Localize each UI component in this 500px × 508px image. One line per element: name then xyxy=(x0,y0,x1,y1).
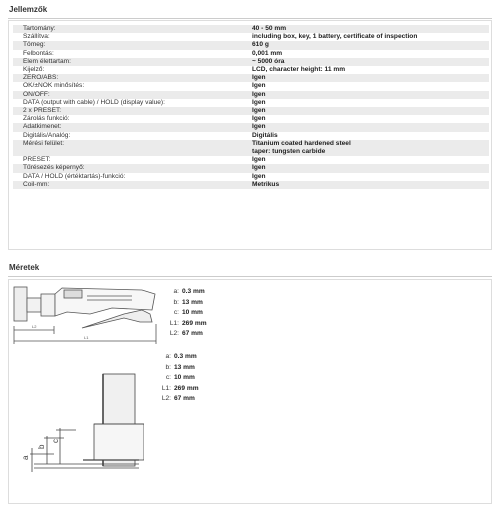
spec-value: Igen xyxy=(252,123,489,131)
spec-value: Igen xyxy=(252,107,489,115)
dim-value: 13 mm xyxy=(182,298,203,306)
dim-row xyxy=(158,373,199,384)
dim-row xyxy=(166,308,207,319)
dim-label: c: xyxy=(173,309,179,316)
spec-row xyxy=(13,74,489,82)
dim-row xyxy=(158,384,199,395)
spec-value-line: Titanium coated hardened steel xyxy=(252,139,351,147)
spec-value: Metrikus xyxy=(252,181,489,189)
spec-row xyxy=(13,181,489,189)
spec-key: Szállítva: xyxy=(23,33,50,41)
spec-row xyxy=(13,173,489,181)
spec-key: Mérési felület: xyxy=(13,140,252,156)
spec-value: Digitális xyxy=(252,131,278,139)
spec-key: Digitális/Analóg: xyxy=(23,131,71,139)
spec-key: Coil-mm: xyxy=(13,181,252,189)
dim-value: 269 mm xyxy=(182,319,207,327)
spec-key: OK/±NOK minősítés: xyxy=(23,82,85,90)
dims-list-bottom xyxy=(158,352,199,405)
spec-value: Igen xyxy=(252,74,489,82)
spec-key: Tömeg: xyxy=(13,41,252,49)
spec-row xyxy=(13,58,489,66)
spec-value: Igen xyxy=(252,91,489,99)
spec-value: Igen xyxy=(252,82,266,90)
spec-row xyxy=(13,115,489,123)
spec-value: Igen xyxy=(252,156,266,164)
dim-label: a: xyxy=(165,353,171,360)
dim-value: 269 mm xyxy=(174,384,199,392)
spec-row xyxy=(13,66,489,74)
dim-l1-label: L1 xyxy=(84,335,89,340)
dims-divider xyxy=(8,276,492,277)
spec-key: DATA (output with cable) / HOLD (display value): xyxy=(23,98,165,106)
spec-row xyxy=(13,164,489,172)
spec-row xyxy=(13,140,489,156)
spec-key: ZERO/ABS: xyxy=(13,74,252,82)
spec-row xyxy=(13,99,489,107)
spec-key: 2 x PRESET: xyxy=(13,107,252,115)
dim-value: 10 mm xyxy=(174,374,195,381)
dim-label: b: xyxy=(173,298,179,306)
dim-row xyxy=(166,298,207,309)
dim-value: 67 mm xyxy=(182,330,203,337)
dims-list-top xyxy=(166,287,207,340)
spec-value: 610 g xyxy=(252,41,489,49)
dim-c-label: c xyxy=(51,439,60,443)
dim-row xyxy=(158,363,199,374)
dim-row xyxy=(158,352,199,363)
spec-key: DATA / HOLD (értéktartás)-funkció: xyxy=(23,172,126,180)
spec-key: Elem élettartam: xyxy=(13,58,252,66)
dim-label: L2: xyxy=(169,330,179,337)
dim-row xyxy=(158,394,199,405)
spec-key: PRESET: xyxy=(23,156,51,164)
spec-key: Adatkimenet: xyxy=(13,123,252,131)
dim-label: L1: xyxy=(169,319,179,327)
spec-key: Zárolás funkció: xyxy=(23,115,70,123)
gauge-side-drawing xyxy=(12,284,172,354)
spec-key: Tartomány: xyxy=(13,25,252,33)
dim-a-label: a xyxy=(21,455,30,460)
dim-row xyxy=(166,319,207,330)
dim-value: 0.3 mm xyxy=(174,353,197,360)
dim-label: b: xyxy=(165,363,171,371)
dim-label: a: xyxy=(173,288,179,295)
spec-value: Igen xyxy=(252,172,266,180)
spec-value: including box, key, 1 battery, certificate of inspection xyxy=(252,33,418,41)
specs-divider xyxy=(8,18,492,19)
dim-label: L2: xyxy=(161,395,171,402)
dim-l2-label: L2 xyxy=(32,324,37,329)
gauge-detail-drawing xyxy=(14,372,144,482)
dim-label: L1: xyxy=(161,384,171,392)
dims-section-title: Méretek xyxy=(9,263,40,272)
spec-value: 0,001 mm xyxy=(252,49,283,57)
specs-table xyxy=(13,25,489,189)
spec-value: LCD, character height: 11 mm xyxy=(252,66,346,74)
dim-row xyxy=(166,287,207,298)
spec-key: Tűrésezés képernyő: xyxy=(13,164,252,172)
spec-value: Igen xyxy=(252,164,489,172)
spec-row xyxy=(13,107,489,115)
dim-value: 67 mm xyxy=(174,395,195,402)
spec-row xyxy=(13,156,489,164)
spec-key: Felbontás: xyxy=(23,49,54,57)
spec-row xyxy=(13,82,489,90)
spec-row xyxy=(13,41,489,49)
spec-row xyxy=(13,132,489,140)
dim-value: 13 mm xyxy=(174,363,195,371)
dim-b-label: b xyxy=(37,444,46,449)
spec-row xyxy=(13,50,489,58)
spec-row xyxy=(13,123,489,131)
spec-value xyxy=(252,140,489,156)
spec-value-line: taper: tungsten carbide xyxy=(252,148,326,156)
spec-key: ON/OFF: xyxy=(13,91,252,99)
dim-value: 0.3 mm xyxy=(182,288,205,295)
specs-section-title: Jellemzők xyxy=(9,5,48,14)
spec-row xyxy=(13,25,489,33)
dim-label: c: xyxy=(165,374,171,381)
spec-key: Kijelző: xyxy=(23,66,45,74)
dim-row xyxy=(166,329,207,340)
dim-value: 10 mm xyxy=(182,309,203,316)
spec-value: Igen xyxy=(252,98,266,106)
spec-row xyxy=(13,33,489,41)
spec-row xyxy=(13,91,489,99)
spec-value: ~ 5000 óra xyxy=(252,58,489,66)
spec-value: 40 - 50 mm xyxy=(252,25,489,33)
spec-value: Igen xyxy=(252,115,266,123)
